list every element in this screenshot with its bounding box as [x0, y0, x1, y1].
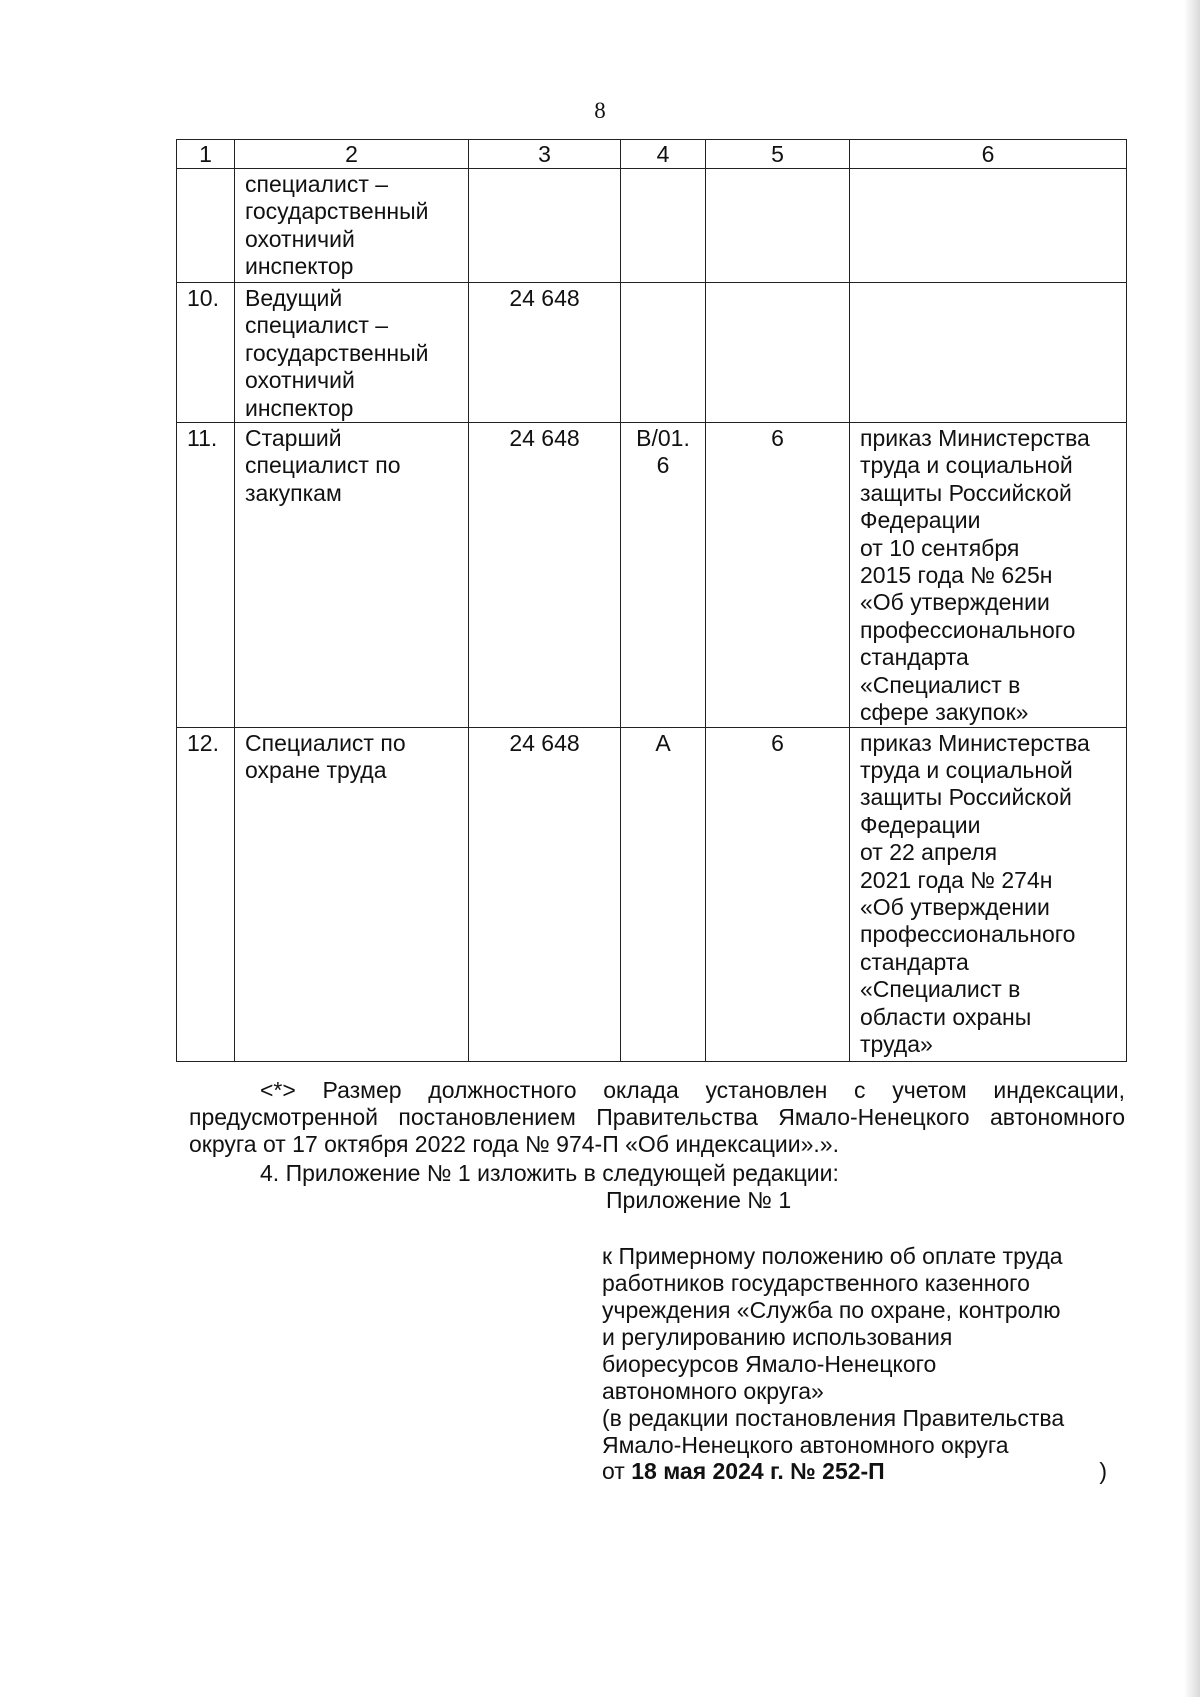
function-code-cell — [621, 423, 706, 727]
position-cell — [235, 727, 469, 1061]
qualification-level-cell: 6 — [706, 423, 850, 727]
qualification-level-cell: 6 — [706, 727, 850, 1061]
position-name: Ведущий специалист – государственный охотничий инспектор — [245, 285, 429, 421]
salary-cell — [469, 169, 621, 283]
appendix-line: автономного округа» — [602, 1378, 824, 1404]
appendix-line: к Примерному положению об оплате труда — [602, 1243, 1063, 1269]
appendix-line: Ямало-Ненецкого автономного округа — [602, 1432, 1009, 1458]
page-number: 8 — [594, 98, 606, 123]
position-cell — [235, 423, 469, 727]
date-prefix: от — [602, 1458, 625, 1484]
function-code-cell — [621, 169, 706, 283]
function-code: В/01. 6 — [636, 425, 690, 479]
table-row — [177, 727, 1127, 1061]
position-name: Старший специалист по закупкам — [245, 425, 401, 506]
function-code-cell — [621, 283, 706, 423]
position-name: специалист – государственный охотничий инспектор — [245, 171, 429, 280]
table-row — [177, 423, 1127, 727]
salary-cell: 24 648 — [469, 727, 621, 1061]
closing-parenthesis: ) — [1099, 1458, 1107, 1484]
legal-basis-cell — [850, 169, 1127, 283]
column-header: 2 — [235, 140, 469, 169]
column-header: 1 — [177, 140, 235, 169]
appendix-line: учреждения «Служба по охране, контролю — [602, 1297, 1061, 1323]
appendix-line: и регулированию использования — [602, 1324, 953, 1350]
position-name: Специалист по охране труда — [245, 729, 406, 783]
resolution-date-number: 18 мая 2024 г. № 252-П — [631, 1458, 885, 1484]
legal-basis-cell — [850, 727, 1127, 1061]
page-edge-shadow — [1184, 0, 1200, 1697]
appendix-title: Приложение № 1 — [606, 1187, 792, 1213]
salary-cell: 24 648 — [469, 283, 621, 423]
salary-cell: 24 648 — [469, 423, 621, 727]
qualification-level-cell — [706, 169, 850, 283]
column-header: 4 — [621, 140, 706, 169]
footnote-text: <*> Размер должностного оклада установлен с учетом индексации, предусмотренной постановлением Правительства Ямало-Ненецкого автономного округа от 17 октября 2022 года № 974-П «Об индексации».». — [189, 1077, 1125, 1157]
row-number: 11. — [177, 423, 235, 727]
position-cell — [235, 283, 469, 423]
row-number — [177, 169, 235, 283]
table-row — [177, 283, 1127, 423]
salary-table — [176, 139, 1127, 1062]
legal-basis-cell — [850, 283, 1127, 423]
column-header: 5 — [706, 140, 850, 169]
table-row — [177, 169, 1127, 283]
appendix-heading-block — [602, 1243, 1122, 1459]
appendix-line: (в редакции постановления Правительства — [602, 1405, 1065, 1431]
qualification-level-cell — [706, 283, 850, 423]
legal-basis-text: приказ Министерства труда и социальной защиты Российской Федерации от 22 апреля 2021 года № 274н «Об утверждении профессионального стандарта «Специалист в области охраны труда» — [860, 729, 1090, 1057]
appendix-line: работников государственного казенного — [602, 1270, 1030, 1296]
legal-basis-cell — [850, 423, 1127, 727]
row-number: 10. — [177, 283, 235, 423]
column-header: 6 — [850, 140, 1127, 169]
footnote — [189, 1077, 1125, 1158]
legal-basis-text: приказ Министерства труда и социальной защиты Российской Федерации от 10 сентября 2015 года № 625н «Об утверждении профессионального стандарта «Специалист в сфере закупок» — [860, 425, 1090, 726]
column-header: 3 — [469, 140, 621, 169]
function-code-cell: А — [621, 727, 706, 1061]
table-header-row — [177, 140, 1127, 169]
position-cell — [235, 169, 469, 283]
appendix-line: биоресурсов Ямало-Ненецкого — [602, 1351, 937, 1377]
row-number: 12. — [177, 727, 235, 1061]
amendment-instruction: 4. Приложение № 1 изложить в следующей редакции: — [260, 1160, 839, 1186]
resolution-reference — [602, 1458, 1107, 1485]
